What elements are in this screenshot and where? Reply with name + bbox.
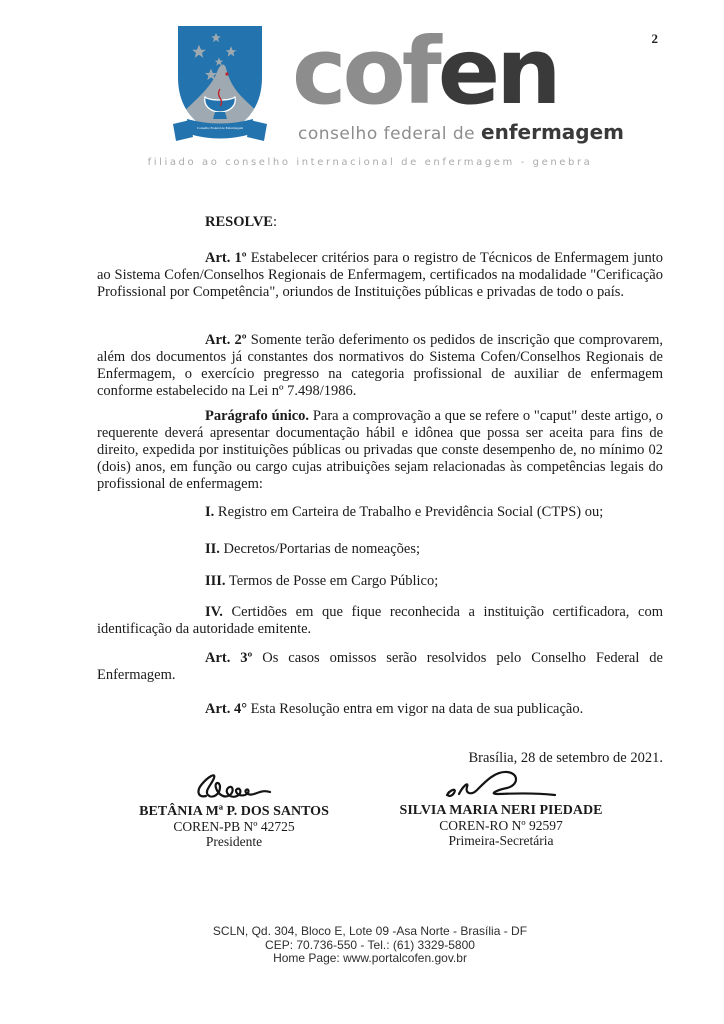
signature-scribble-silvia	[441, 764, 561, 802]
flame-dot	[225, 72, 228, 75]
signer-name: BETÂNIA Mª P. DOS SANTOS	[139, 804, 329, 819]
cofen-wordmark	[292, 18, 558, 125]
signer-registry: COREN-PB Nº 42725	[173, 819, 295, 834]
article-3: Art. 3º Os casos omissos serão resolvidos pelo Conselho Federal de Enfermagem.	[97, 650, 663, 683]
logo-subtitle	[298, 120, 624, 144]
wordmark-en: en	[437, 18, 558, 125]
signer-role: Presidente	[205, 834, 263, 849]
article-2: Art. 2º Somente terão deferimento os pedidos de inscrição que comprovarem, além dos documentos já constantes dos normativos do Sistema Cofen/Conselhos Regionais de Enfermagem, o exercício pregresso na categoria profissional de auxiliar de enfermagem conforme estabelecido na Lei nº 7.498/1986.	[97, 332, 663, 399]
footer-line-cep-tel: CEP: 70.736-550 - Tel.: (61) 3329-5800	[265, 937, 475, 952]
logo-subtitle-dark: enfermagem	[481, 120, 625, 144]
signer-registry: COREN-RO Nº 92597	[439, 818, 563, 833]
paragraph-unico: Parágrafo único. Para a comprovação a que se refere o "caput" deste artigo, o requerente deverá apresentar documentação hábil e idônea que possa ser aceita para fins de direito, expedida por instituições públicas ou privadas que conste desempenho de, no mínimo 02 (dois) anos, em função ou cargo cujas atribuições sejam relacionadas às competências legais do profissional de enfermagem:	[97, 408, 663, 492]
signature-block-president	[111, 769, 357, 849]
ribbon-text: Conselho Federal de Enfermagem	[196, 126, 244, 130]
cofen-shield-logo	[170, 22, 270, 150]
item-1: I. Registro em Carteira de Trabalho e Previdência Social (CTPS) ou;	[205, 504, 604, 520]
footer-line-address: SCLN, Qd. 304, Bloco E, Lote 09 -Asa Norte - Brasília - DF	[212, 924, 528, 938]
article-1: Art. 1º Estabelecer critérios para o registro de Técnicos de Enfermagem junto ao Sistema Cofen/Conselhos Regionais de Enfermagem, certificados na modalidade "Cerificação Profissional por Competência", oriundos de Instituições públicas e privadas de todo o país.	[97, 250, 663, 300]
signature-block-secretary	[378, 764, 624, 848]
resolve-heading: RESOLVE:	[205, 214, 277, 230]
wordmark-cof: cof	[292, 18, 438, 125]
signer-role: Primeira-Secretária	[448, 833, 554, 848]
signer-name: SILVIA MARIA NERI PIEDADE	[399, 803, 603, 818]
logo-subtitle-light: conselho federal de	[298, 124, 482, 144]
logo-tagline: filiado ao conselho internacional de enfermagem - genebra	[147, 157, 593, 168]
article-4: Art. 4° Esta Resolução entra em vigor na data de sua publicação.	[205, 701, 584, 717]
date-line: Brasília, 28 de setembro de 2021.	[468, 750, 663, 766]
footer-line-homepage: Home Page: www.portalcofen.gov.br	[273, 951, 467, 965]
signature-scribble-betania	[184, 769, 284, 803]
page-number: 2	[651, 31, 658, 46]
footer-address	[50, 925, 690, 966]
item-4: IV. Certidões em que fique reconhecida a instituição certificadora, com identificação da autoridade emitente.	[97, 604, 663, 637]
item-2: II. Decretos/Portarias de nomeações;	[205, 541, 421, 557]
item-3: III. Termos de Posse em Cargo Público;	[205, 573, 439, 589]
